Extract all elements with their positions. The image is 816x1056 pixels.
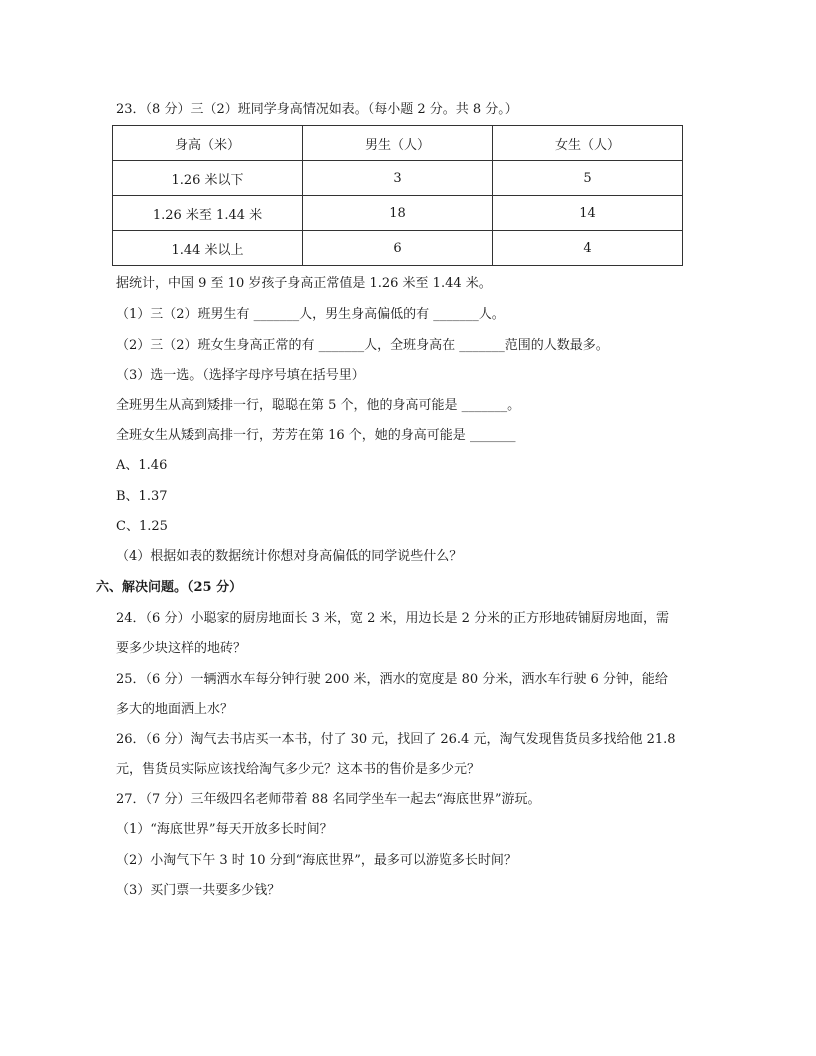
q23-sub1: （1）三（2）班男生有 _______人，男生身高偏低的有 _______人。 <box>116 307 505 322</box>
q23-girls-line: 全班女生从矮到高排一行，芳芳在第 16 个，她的身高可能是 _______ <box>116 428 516 443</box>
table-header-row <box>113 126 683 161</box>
table-cell: 6 <box>303 231 493 266</box>
table-cell: 1.26 米以下 <box>113 161 303 196</box>
q27-line1: 27．（7 分）三年级四名老师带着 88 名同学坐车一起去“海底世界”游玩。 <box>116 792 541 807</box>
table-cell: 14 <box>493 196 683 231</box>
q23-title: 23．（8 分）三（2）班同学身高情况如表。（每小题 2 分。共 8 分。） <box>116 102 518 117</box>
q26-line2: 元，售货员实际应该找给淘气多少元？这本书的售价是多少元？ <box>116 762 481 777</box>
table-row <box>113 231 683 266</box>
section-heading: 六、解决问题。（25 分） <box>96 580 243 595</box>
q23-sub4: （4）根据如表的数据统计你想对身高偏低的同学说些什么？ <box>116 549 463 564</box>
table-row <box>113 161 683 196</box>
stat-note: 据统计，中国 9 至 10 岁孩子身高正常值是 1.26 米至 1.44 米。 <box>116 276 492 291</box>
q23-sub3: （3）选一选。（选择字母序号填在括号里） <box>116 368 365 383</box>
option-a: A、1.46 <box>116 458 168 473</box>
q24-line2: 要多少块这样的地砖？ <box>116 641 247 656</box>
table-header-cell: 女生（人） <box>493 126 683 161</box>
table-cell: 3 <box>303 161 493 196</box>
q24-line1: 24．（6 分）小聪家的厨房地面长 3 米，宽 2 米，用边长是 2 分米的正方形地砖铺厨房地面，需 <box>116 611 670 626</box>
q27-sub1: （1）“海底世界”每天开放多长时间？ <box>116 822 333 837</box>
table-cell: 1.44 米以上 <box>113 231 303 266</box>
q26-line1: 26．（6 分）淘气去书店买一本书，付了 30 元，找回了 26.4 元，淘气发现售货员多找给他 21.8 <box>116 732 676 747</box>
height-table <box>112 125 683 266</box>
q23-sub2: （2）三（2）班女生身高正常的有 _______人，全班身高在 _______范围的人数最多。 <box>116 338 609 353</box>
table-row <box>113 196 683 231</box>
table-header-cell: 身高（米） <box>113 126 303 161</box>
q25-line2: 多大的地面洒上水？ <box>116 702 234 717</box>
table-cell: 18 <box>303 196 493 231</box>
q27-sub3: （3）买门票一共要多少钱？ <box>116 883 281 898</box>
table-cell: 5 <box>493 161 683 196</box>
table-cell: 1.26 米至 1.44 米 <box>113 196 303 231</box>
table-cell: 4 <box>493 231 683 266</box>
q27-sub2: （2）小淘气下午 3 时 10 分到“海底世界”，最多可以游览多长时间？ <box>116 853 517 868</box>
option-b: B、1.37 <box>116 489 168 504</box>
table-header-cell: 男生（人） <box>303 126 493 161</box>
q23-boys-line: 全班男生从高到矮排一行，聪聪在第 5 个，他的身高可能是 _______。 <box>116 398 521 413</box>
option-c: C、1.25 <box>116 519 168 534</box>
q25-line1: 25．（6 分）一辆洒水车每分钟行驶 200 米，洒水的宽度是 80 分米，洒水车行驶 6 分钟，能给 <box>116 672 668 687</box>
